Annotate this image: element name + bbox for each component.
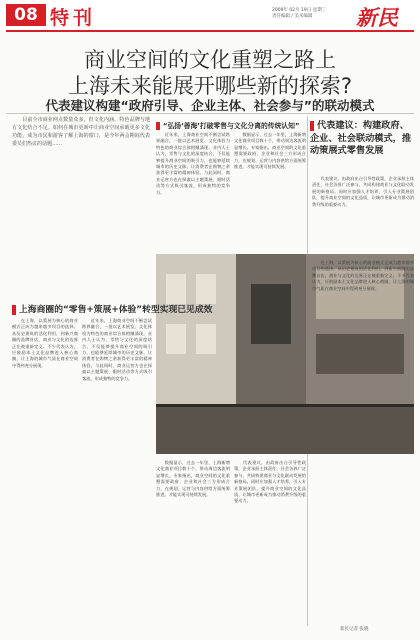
article-column-1: 近年来，上海商业空间不断尝试跨界融合，一批以艺术展览、文化体验为特色的商业综合体相继涌现。业内人士认为，零售与文化的深度结合，不仅能够提升商业空间的吸引力，也能够延续城市的历史文脉，让消费者在购物之余获得更丰富的精神体验。与此同时，商业运营方也在探索以主题策展、限时活动等方式吸引客流，形成独特的竞争力。	[156, 132, 230, 195]
article-column-5: 近年来，上海商业空间不断尝试跨界融合，一批以艺术展览、文化体验为特色的商业综合体相继涌现。业内人士认为，零售与文化的深度结合，不仅能够提升商业空间的吸引力，也能够延续城市的历史文脉，让消费者在购物之余获得更丰富的精神体验。与此同时，商业运营方也在探索以主题策展、限时活动等方式吸引客流，形成独特的竞争力。	[82, 318, 152, 381]
section-heading-2	[12, 302, 212, 315]
heading-marker	[156, 122, 160, 130]
headline-line-2: 上海未来能展开哪些新的探索?	[67, 74, 353, 98]
headline-subtitle: 代表建议构建“政府引导、企业主体、社会参与”的联动模式	[45, 98, 375, 113]
masthead-rule	[6, 30, 414, 32]
section-number: 08	[6, 4, 46, 26]
section-title: 特刊	[50, 7, 97, 29]
article-column-3: 代表建议，由政府出台引导性政策，企业承担主体责任，社会各界广泛参与，共同构建商业与文化联动发展的新格局。同时应加强人才培养，引入专业策展团队，提升商业空间的文化品质，让城市更新成为推动消费升级的重要动力。	[312, 176, 414, 207]
section-heading-1	[156, 120, 299, 130]
author-byline: 新民记者 张晓	[340, 627, 369, 632]
section-heading-1-text: “弘扬‘善海’打破零售与文化分离的传统认知”	[163, 122, 300, 130]
section-heading-2-text: 上海商圈的“零售+策展+体验”转型实现已见成效	[19, 305, 213, 315]
masthead-bar	[0, 0, 420, 30]
headline-line-1: 商业空间的文化重塑之路上	[84, 48, 336, 72]
section-heading-3-text: 代表建议：构建政府、企业、社会联动模式，推动策展式零售发展	[310, 120, 412, 156]
newspaper-logo: 新民	[356, 5, 398, 30]
lead-paragraph: 目前全市商业网点数量众多，但文化内涵、特色品牌与地方文化结合不足。如何在城市更新中让商业空间承载更多文化功能，成为市民和游客了解上海的窗口，是今年两会期间代表委员们热议的话题……	[12, 117, 150, 147]
date-line	[272, 8, 352, 20]
editor-text: 责任编辑 / 美术编辑	[272, 14, 313, 19]
article-column-6: 数据显示，过去一年里，上海新增文化商业项目数十个，带动周边客流明显增长。专家指出，商业空间的文化重塑需要政府、企业和社会三方形成合力，在规划、运营与内容供给方面统筹推进，才能实现可持续发展。	[156, 460, 230, 498]
heading-marker	[12, 305, 16, 315]
article-column-2: 数据显示，过去一年里，上海新增文化商业项目数十个，带动周边客流明显增长。专家指出，商业空间的文化重塑需要政府、企业和社会三方形成合力，在规划、运营与内容供给方面统筹推进，才能实现可持续发展。	[234, 132, 306, 170]
section-heading-3	[310, 120, 414, 158]
article-column-7: 代表建议，由政府出台引导性政策，企业承担主体责任，社会各界广泛参与，共同构建商业与文化联动发展的新格局。同时应加强人才培养，引入专业策展团队，提升商业空间的文化品质，让城市更新成为推动消费升级的重要动力。	[234, 460, 306, 504]
article-column-4: 在上海，以策展为核心的商业模式正成为越来越多项目的选择。从历史建筑的活化利用，到新兴商圈的品牌首店，商业与文化的边界正在被重新定义。不少代表认为，应鼓励本土文化品牌进入核心商圈，让上海的城市气质在商业空间中得到充分展现。	[12, 318, 78, 368]
heading-marker	[310, 121, 314, 131]
headline-divider	[6, 113, 414, 114]
article-column-8: 在上海，以策展为核心的商业模式正成为越来越多项目的选择。从历史建筑的活化利用，到新兴商圈的品牌首店，商业与文化的边界正在被重新定义。不少代表认为，应鼓励本土文化品牌进入核心商圈，让上海的城市气质在商业空间中得到充分展现。	[312, 260, 414, 291]
date-text: 2009年 02月 19日 星期三	[272, 8, 327, 13]
